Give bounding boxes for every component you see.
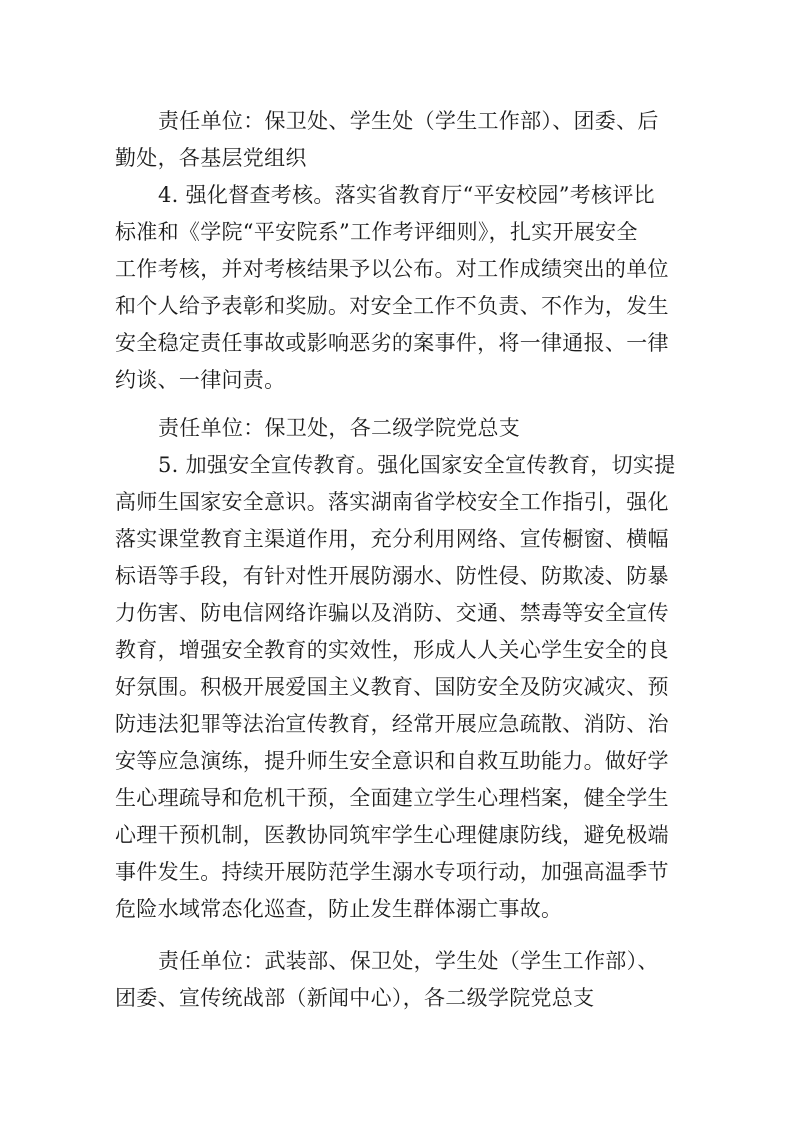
- paragraph-line: 力伤害、防电信网络诈骗以及消防、交通、禁毒等安全宣传: [115, 601, 669, 625]
- responsibility-line-continued: 团委、宣传统战部（新闻中心），各二级学院党总支: [115, 986, 595, 1010]
- paragraph-line: 事件发生。持续开展防范学生溺水专项行动，加强高温季节: [115, 860, 669, 884]
- paragraph-line: 工作考核，并对考核结果予以公布。对工作成绩突出的单位: [115, 257, 669, 281]
- paragraph-line: 心理干预机制，医教协同筑牢学生心理健康防线，避免极端: [115, 823, 669, 847]
- paragraph-line: 安等应急演练，提升师生安全意识和自救互助能力。做好学: [115, 749, 669, 773]
- paragraph-line: 标准和《学院“平安院系”工作考评细则》，扎实开展安全: [115, 220, 638, 244]
- paragraph-line: 和个人给予表彰和奖励。对安全工作不负责、不作为，发生: [115, 294, 669, 318]
- responsibility-line-continued: 勤处，各基层党组织: [115, 146, 307, 170]
- paragraph-line: 危险水域常态化巡查，防止发生群体溺亡事故。: [115, 897, 563, 921]
- paragraph-line: 防违法犯罪等法治宣传教育，经常开展应急疏散、消防、治: [115, 712, 669, 736]
- responsibility-line: 责任单位：保卫处、学生处（学生工作部）、团委、后: [158, 109, 659, 133]
- paragraph-line: 教育，增强安全教育的实效性，形成人人关心学生安全的良: [115, 638, 669, 662]
- paragraph-line: 约谈、一律问责。: [115, 368, 286, 392]
- paragraph-line: 生心理疏导和危机干预，全面建立学生心理档案，健全学生: [115, 786, 669, 810]
- responsibility-line: 责任单位：武装部、保卫处，学生处（学生工作部）、: [158, 949, 659, 973]
- paragraph-line: 安全稳定责任事故或影响恶劣的案事件，将一律通报、一律: [115, 331, 669, 355]
- section-4-heading-line: 4. 强化督查考核。落实省教育厅“平安校园”考核评比: [158, 183, 655, 207]
- section-5-heading-line: 5. 加强安全宣传教育。强化国家安全宣传教育，切实提: [158, 453, 676, 477]
- paragraph-line: 标语等手段，有针对性开展防溺水、防性侵、防欺凌、防暴: [115, 564, 669, 588]
- responsibility-line: 责任单位：保卫处，各二级学院党总支: [158, 416, 521, 440]
- paragraph-line: 好氛围。积极开展爱国主义教育、国防安全及防灾减灾、预: [115, 675, 669, 699]
- paragraph-line: 高师生国家安全意识。落实湖南省学校安全工作指引，强化: [115, 490, 669, 514]
- paragraph-line: 落实课堂教育主渠道作用，充分利用网络、宣传橱窗、横幅: [115, 527, 669, 551]
